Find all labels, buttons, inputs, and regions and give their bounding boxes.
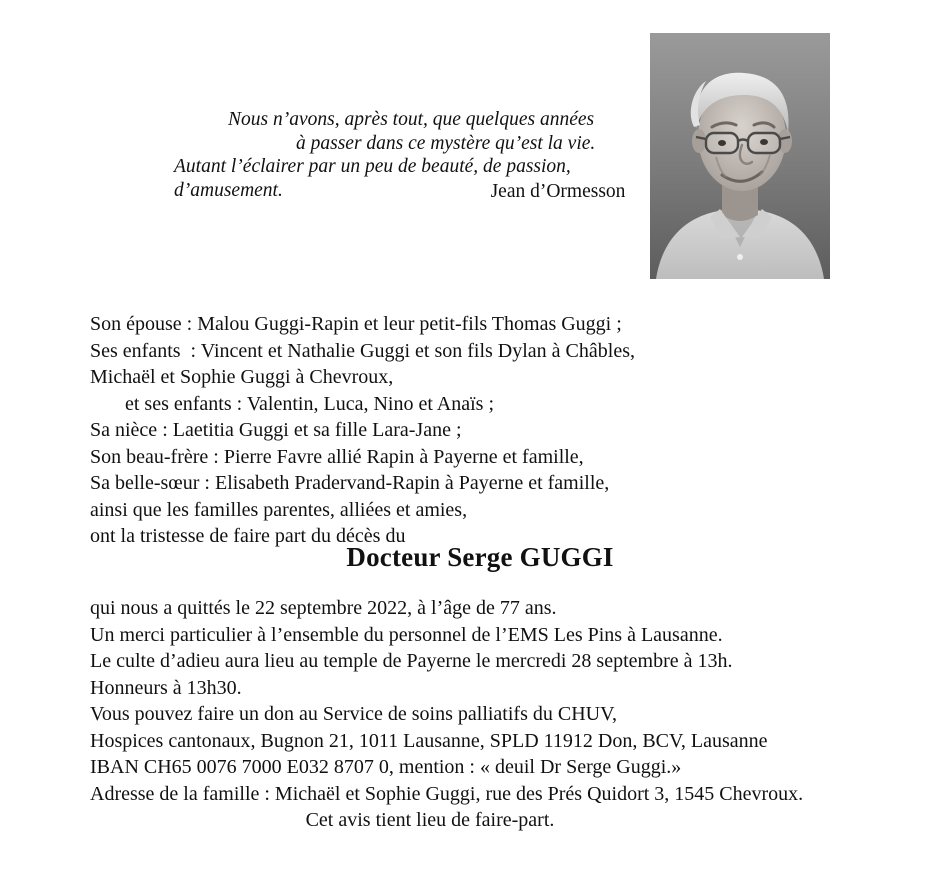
family-line: Sa nièce : Laetitia Guggi et sa fille Lara-Jane ; bbox=[90, 419, 462, 441]
family-line: Sa belle-sœur : Elisabeth Pradervand-Rapin à Payerne et famille, bbox=[90, 472, 610, 494]
family-line: Michaël et Sophie Guggi à Chevroux, bbox=[90, 366, 394, 388]
quote-author: Jean d’Ormesson bbox=[490, 181, 626, 202]
family-line: ont la tristesse de faire part du décès du bbox=[90, 525, 406, 547]
deceased-name: Docteur Serge GUGGI bbox=[346, 542, 614, 572]
quote-line-1: Nous n’avons, après tout, que quelques années bbox=[228, 109, 595, 130]
body-line: IBAN CH65 0076 7000 E032 8707 0, mention : « deuil Dr Serge Guggi.» bbox=[90, 756, 682, 778]
family-line: ainsi que les familles parentes, alliées et amies, bbox=[90, 498, 468, 521]
family-line: et ses enfants : Valentin, Luca, Nino et Anaïs ; bbox=[125, 392, 494, 415]
quote-line-2: à passer dans ce mystère qu’est la vie. bbox=[296, 132, 596, 154]
portrait-photo bbox=[650, 33, 830, 279]
quote-line-3: Autant l’éclairer par un peu de beauté, de passion, d’amusement. bbox=[174, 156, 571, 201]
family-line: Son beau-frère : Pierre Favre allié Rapin à Payerne et famille, bbox=[90, 445, 584, 468]
family-list bbox=[90, 311, 870, 550]
body-line: Vous pouvez faire un don au Service de soins palliatifs du CHUV, bbox=[90, 703, 617, 725]
body-line: Le culte d’adieu aura lieu au temple de Payerne le mercredi 28 septembre à 13h. bbox=[90, 650, 733, 672]
family-line: Ses enfants : Vincent et Nathalie Guggi et son fils Dylan à Châbles, bbox=[90, 339, 635, 362]
body-line: Hospices cantonaux, Bugnon 21, 1011 Lausanne, SPLD 11912 Don, BCV, Lausanne bbox=[90, 729, 768, 752]
closing-line: Cet avis tient lieu de faire-part. bbox=[305, 809, 555, 831]
notice-body bbox=[90, 595, 890, 834]
body-line: Adresse de la famille : Michaël et Sophie Guggi, rue des Prés Quidort 3, 1545 Chevroux. bbox=[90, 782, 804, 805]
body-line: qui nous a quittés le 22 septembre 2022, à l’âge de 77 ans. bbox=[90, 597, 557, 619]
family-line: Son épouse : Malou Guggi-Rapin et leur petit-fils Thomas Guggi ; bbox=[90, 313, 622, 335]
body-line: Honneurs à 13h30. bbox=[90, 676, 242, 699]
portrait-illustration bbox=[650, 33, 830, 279]
body-line: Un merci particulier à l’ensemble du personnel de l’EMS Les Pins à Lausanne. bbox=[90, 623, 723, 646]
